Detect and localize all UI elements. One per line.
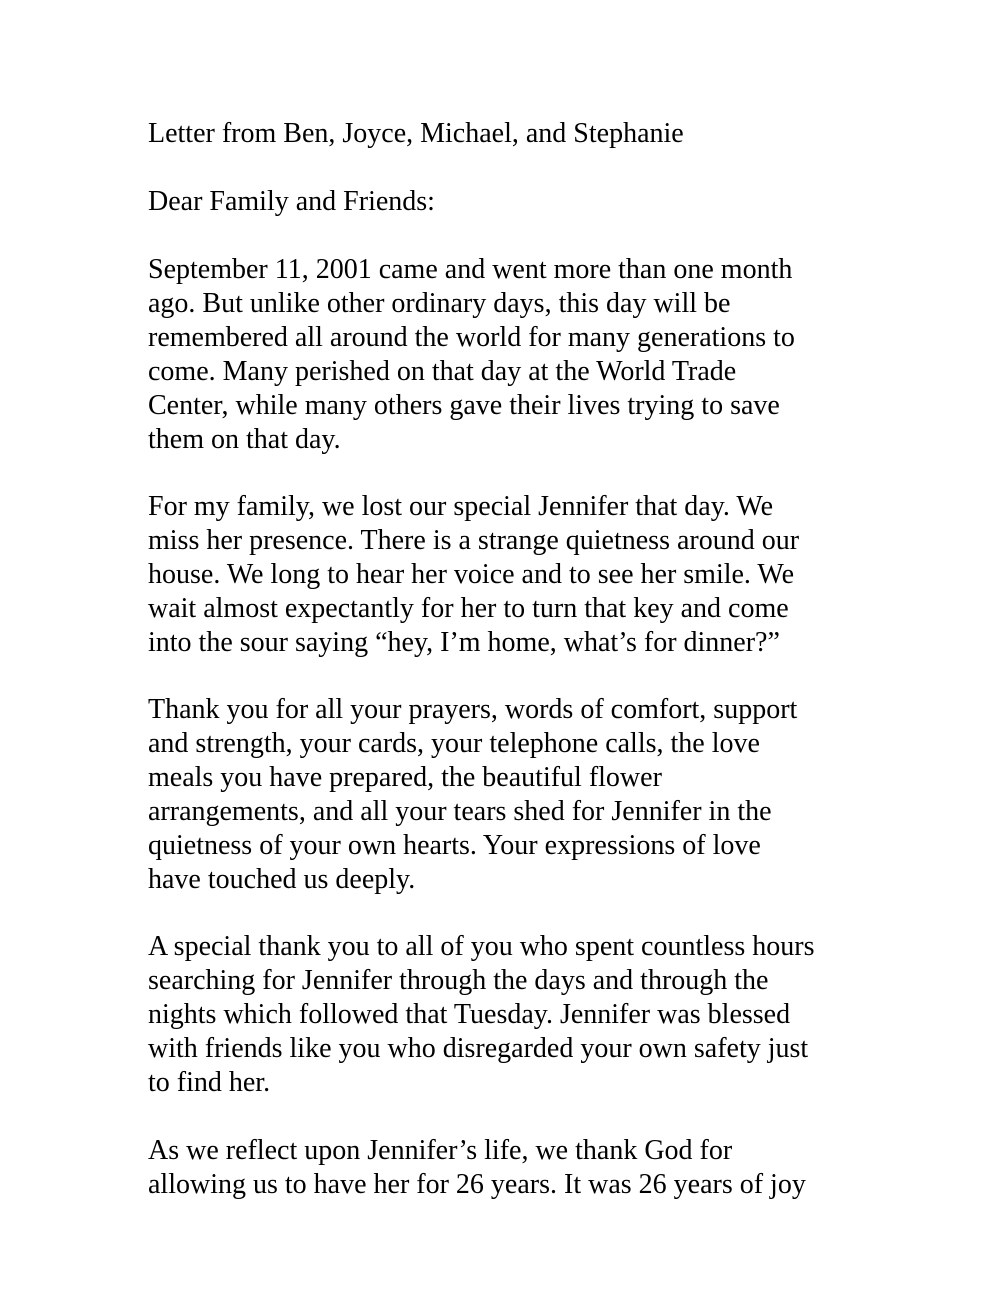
paragraph-1 [148, 253, 868, 457]
paragraph-line: Center, while many others gave their lives trying to save [148, 390, 780, 421]
paragraph-2 [148, 490, 868, 660]
paragraph-line: Thank you for all your prayers, words of comfort, support [148, 694, 798, 725]
letter-heading [148, 117, 868, 151]
paragraph-line: remembered all around the world for many generations to [148, 322, 795, 353]
paragraph-line: As we reflect upon Jennifer’s life, we thank God for [148, 1135, 733, 1166]
paragraph-line: have touched us deeply. [148, 864, 416, 895]
salutation-text: Dear Family and Friends: [148, 186, 435, 217]
paragraph-5 [148, 1134, 868, 1202]
heading-text: Letter from Ben, Joyce, Michael, and Stephanie [148, 118, 684, 149]
paragraph-line: them on that day. [148, 424, 341, 455]
paragraph-3 [148, 693, 868, 897]
paragraph-line: ago. But unlike other ordinary days, this day will be [148, 288, 731, 319]
paragraph-line: and strength, your cards, your telephone calls, the love [148, 728, 760, 759]
paragraph-line: miss her presence. There is a strange quietness around our [148, 525, 800, 556]
paragraph-4 [148, 930, 868, 1100]
paragraph-line: to find her. [148, 1067, 271, 1098]
paragraph-line: into the sour saying “hey, I’m home, what’s for dinner?” [148, 627, 780, 658]
letter-salutation [148, 185, 868, 219]
paragraph-line: come. Many perished on that day at the World Trade [148, 356, 737, 387]
paragraph-line: September 11, 2001 came and went more than one month [148, 254, 793, 285]
paragraph-line: wait almost expectantly for her to turn that key and come [148, 593, 789, 624]
paragraph-line: quietness of your own hearts. Your expressions of love [148, 830, 761, 861]
paragraph-line: allowing us to have her for 26 years. It was 26 years of joy [148, 1169, 806, 1200]
paragraph-line: A special thank you to all of you who spent countless hours [148, 931, 815, 962]
paragraph-line: with friends like you who disregarded your own safety just [148, 1033, 809, 1064]
paragraph-line: nights which followed that Tuesday. Jennifer was blessed [148, 999, 791, 1030]
paragraph-line: For my family, we lost our special Jennifer that day. We [148, 491, 773, 522]
paragraph-line: house. We long to hear her voice and to see her smile. We [148, 559, 795, 590]
paragraph-line: meals you have prepared, the beautiful flower [148, 762, 662, 793]
paragraph-line: arrangements, and all your tears shed for Jennifer in the [148, 796, 772, 827]
paragraph-line: searching for Jennifer through the days and through the [148, 965, 769, 996]
